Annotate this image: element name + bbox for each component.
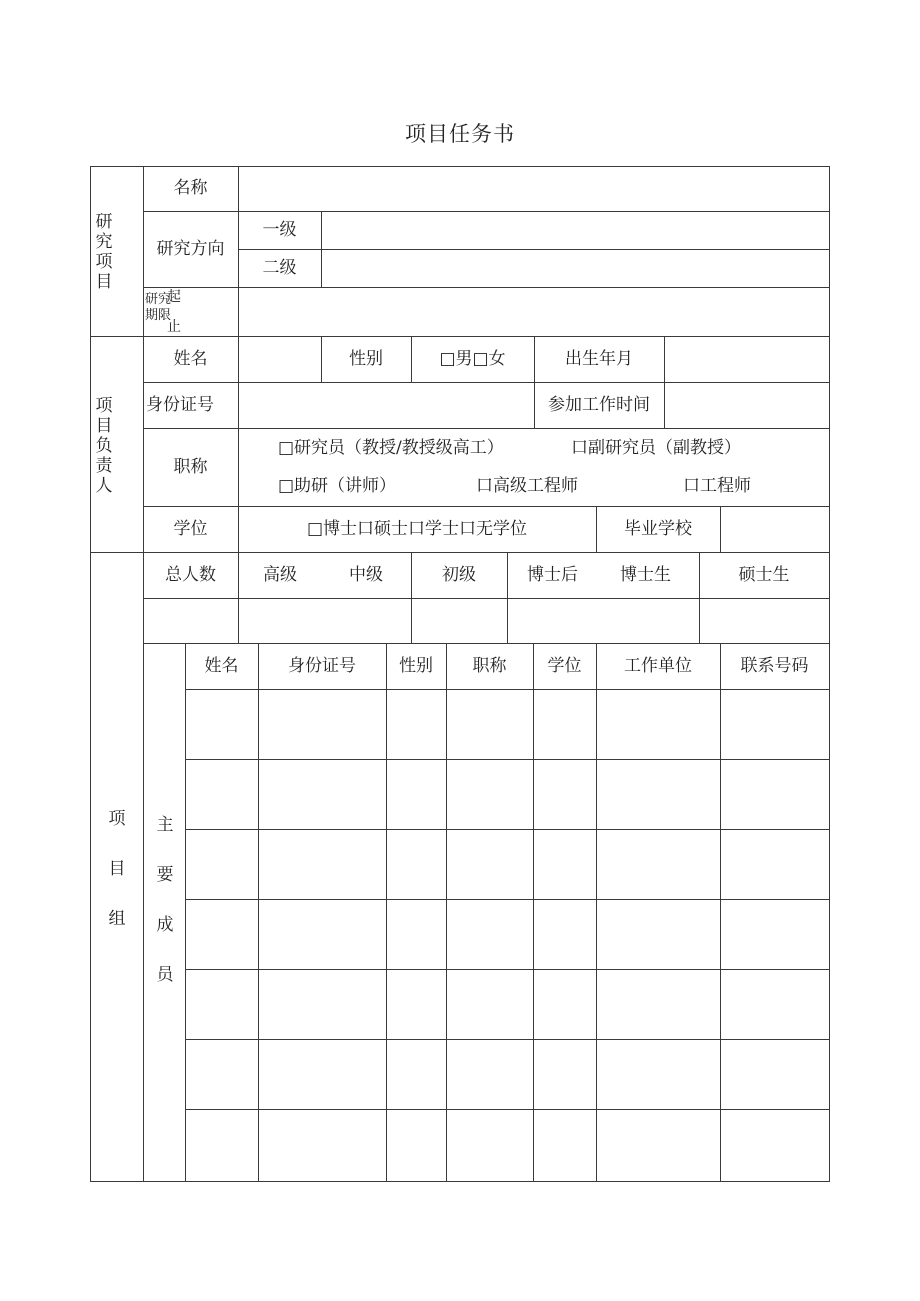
stat-senior-header: 高级 <box>263 565 297 585</box>
name-value[interactable] <box>240 168 828 210</box>
period-label-c: 起 <box>167 289 181 305</box>
work-start-label: 参加工作时间 <box>548 395 650 415</box>
members-label-text: 主要成员 <box>156 815 174 985</box>
gender-checkboxes[interactable]: □男□女 <box>439 349 506 369</box>
work-start-value[interactable] <box>666 384 828 427</box>
group-section-label <box>106 794 128 944</box>
stat-postdoc-header: 博士后 <box>527 565 578 585</box>
title-option-senior-engineer[interactable]: 口高级工程师 <box>476 476 578 496</box>
member-header-id: 身份证号 <box>288 656 356 676</box>
leader-gender-label: 性别 <box>349 349 383 369</box>
members-label <box>154 800 176 1000</box>
level1-label: 一级 <box>262 220 297 240</box>
school-label: 毕业学校 <box>624 519 692 539</box>
school-value[interactable] <box>722 508 828 551</box>
member-header-unit: 工作单位 <box>624 656 692 676</box>
birth-value[interactable] <box>666 338 828 381</box>
member-header-phone: 联系号码 <box>740 656 809 676</box>
direction-label: 研究方向 <box>156 239 225 259</box>
member-header-title: 职称 <box>472 656 507 676</box>
leader-section-label: 项目负责人 <box>95 396 113 496</box>
member-header-gender: 性别 <box>399 656 433 676</box>
stat-total-value[interactable] <box>145 600 237 642</box>
stat-middle-header: 中级 <box>349 565 383 585</box>
stat-junior-value[interactable] <box>413 600 506 642</box>
title-option-assistant[interactable]: □助研（讲师） <box>278 476 397 496</box>
leader-name-label: 姓名 <box>173 349 208 369</box>
table-row[interactable] <box>187 971 828 1038</box>
level2-label: 二级 <box>262 258 297 278</box>
table-row[interactable] <box>187 831 828 898</box>
level2-value[interactable] <box>323 251 828 286</box>
degree-checkboxes[interactable]: □博士口硕士口学士口无学位 <box>306 519 528 539</box>
stat-junior-header: 初级 <box>442 565 476 585</box>
stat-master-value[interactable] <box>701 600 828 642</box>
table-row[interactable] <box>187 1041 828 1108</box>
birth-label: 出生年月 <box>565 349 633 369</box>
id-value[interactable] <box>240 384 533 427</box>
title-option-engineer[interactable]: 口工程师 <box>683 476 751 496</box>
table-row[interactable] <box>187 901 828 968</box>
table-row[interactable] <box>187 761 828 828</box>
period-label-d: 止 <box>167 319 181 335</box>
group-section-text: 项目组 <box>108 809 126 929</box>
stat-phd-header: 博士生 <box>620 565 671 585</box>
title-option-researcher[interactable]: □研究员（教授/教授级高工） <box>278 438 504 458</box>
name-label: 名称 <box>173 178 208 198</box>
member-header-name: 姓名 <box>204 656 239 676</box>
id-label: 身份证号 <box>146 395 214 415</box>
title-label: 职称 <box>173 457 208 477</box>
level1-value[interactable] <box>323 213 828 248</box>
member-header-degree: 学位 <box>547 656 582 676</box>
stat-total-header: 总人数 <box>165 565 216 585</box>
table-row[interactable] <box>187 691 828 758</box>
table-row[interactable] <box>187 1111 828 1180</box>
degree-label: 学位 <box>173 519 208 539</box>
stat-master-header: 硕士生 <box>738 565 790 585</box>
title-option-associate[interactable]: 口副研究员（副教授） <box>571 438 741 458</box>
period-value[interactable] <box>240 289 828 335</box>
period-label-a: 研究 <box>145 292 172 307</box>
page-title: 项目任务书 <box>405 122 515 146</box>
stat-postdoc-phd-value[interactable] <box>509 600 698 642</box>
leader-name-value[interactable] <box>240 338 320 381</box>
period-label-b: 期限 <box>145 308 172 323</box>
stat-senior-middle-value[interactable] <box>240 600 410 642</box>
research-section-label: 研究项目 <box>95 212 113 292</box>
